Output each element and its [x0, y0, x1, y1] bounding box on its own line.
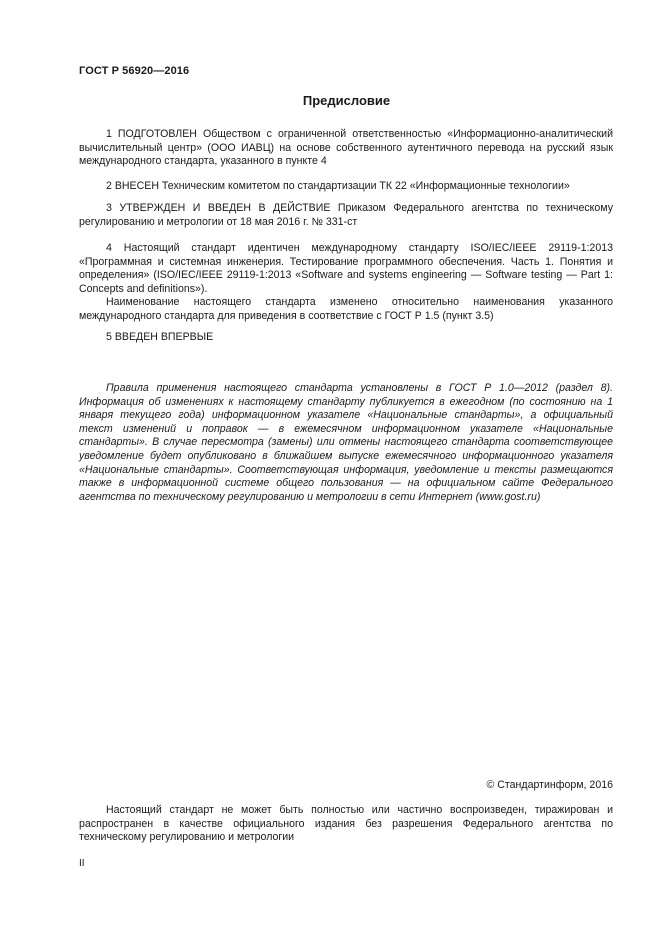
section-3: [79, 202, 613, 229]
section-2: [79, 180, 613, 194]
copyright-line: © Стандартинформ, 2016: [486, 779, 613, 791]
rules-note: [79, 382, 613, 504]
reproduction-notice: [79, 804, 613, 845]
section-1: [79, 128, 613, 169]
page-title: Предисловие: [302, 93, 391, 108]
section-4: [79, 242, 613, 324]
rules-note-text: Правила применения настоящего стандарта установлены в ГОСТ Р 1.0—2012 (раздел 8). Информация об изменениях к настоящему стандарту публикуется в ежегодном (по состоянию на 1 января текущего года) информационном указателе «Национальные стандарты», а официальный текст изменений и поправок — в ежемесячном информационном указателе «Национальные стандарты». В случае пересмотра (замены) или отмены настоящего стандарта соответствующее уведомление будет опубликовано в ближайшем выпуске ежемесячного информационного указателя «Национальные стандарты». Соответствующая информация, уведомление и тексты размещаются также в информационной системе общего пользования — на официальном сайте Федерального агентства по техническому регулированию и метрологии в сети Интернет (www.gost.ru): [79, 382, 613, 503]
document-header: ГОСТ Р 56920—2016: [79, 65, 190, 77]
reproduction-notice-text: Настоящий стандарт не может быть полностью или частично воспроизведен, тиражирован и распространен в качестве официального издания без разрешения Федерального агентства по техническому регулированию и метрологии: [79, 804, 613, 844]
section-5-text: 5 ВВЕДЕН ВПЕРВЫЕ: [106, 331, 214, 343]
page-number: II: [79, 858, 85, 869]
section-4-note: Наименование настоящего стандарта изменено относительно наименования указанного международного стандарта для приведения в соответствие с ГОСТ Р 1.5 (пункт 3.5): [79, 296, 613, 322]
section-3-text: 3 УТВЕРЖДЕН И ВВЕДЕН В ДЕЙСТВИЕ Приказом Федерального агентства по техническому регулированию и метрологии от 18 мая 2016 г. № 331-ст: [79, 202, 613, 228]
section-4-text: 4 Настоящий стандарт идентичен международному стандарту ISO/IEC/IEEE 29119-1:2013 «Программная и системная инженерия. Тестирование программного обеспечения. Часть 1. Понятия и определения» (ISO/IEC/IEEE 29119-1:2013 «Software and systems engineering — Software testing — Part 1: Concepts and definitions»).: [79, 242, 613, 295]
section-5: [79, 331, 613, 345]
section-2-text: 2 ВНЕСЕН Техническим комитетом по стандартизации ТК 22 «Информационные технологии»: [106, 180, 570, 192]
section-1-text: 1 ПОДГОТОВЛЕН Обществом с ограниченной ответственностью «Информационно-аналитический вычислительный центр» (ООО ИАВЦ) на основе собственного аутентичного перевода на русский язык международного стандарта, указанного в пункте 4: [79, 128, 613, 168]
